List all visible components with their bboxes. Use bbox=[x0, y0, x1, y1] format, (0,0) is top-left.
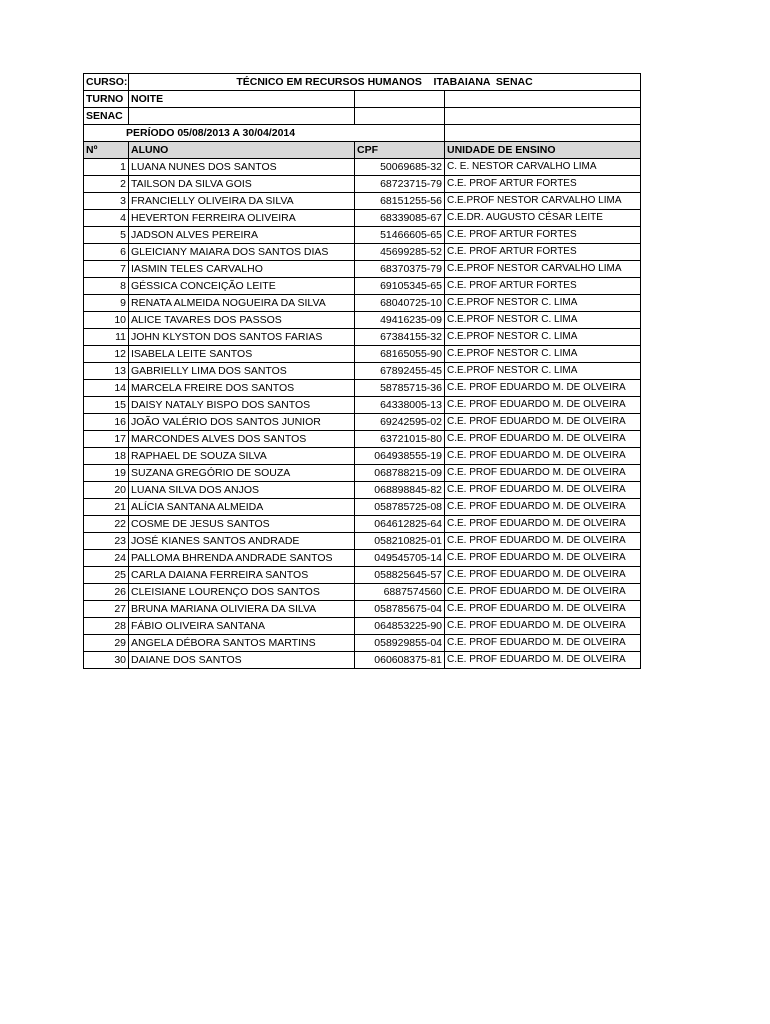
row-number: 24 bbox=[84, 550, 129, 567]
school-unit: C.E.PROF NESTOR C. LIMA bbox=[445, 346, 641, 363]
turno-label: TURNO bbox=[84, 91, 129, 108]
student-name: LUANA NUNES DOS SANTOS bbox=[129, 159, 355, 176]
school-unit: C.E.PROF NESTOR C. LIMA bbox=[445, 295, 641, 312]
student-cpf: 68339085-67 bbox=[355, 210, 445, 227]
student-name: FRANCIELLY OLIVEIRA DA SILVA bbox=[129, 193, 355, 210]
table-row bbox=[84, 533, 641, 550]
table-row bbox=[84, 584, 641, 601]
senac-row bbox=[84, 108, 641, 125]
student-name: RAPHAEL DE SOUZA SILVA bbox=[129, 448, 355, 465]
student-name: GÉSSICA CONCEIÇÃO LEITE bbox=[129, 278, 355, 295]
school-unit: C.E.PROF NESTOR C. LIMA bbox=[445, 312, 641, 329]
row-number: 26 bbox=[84, 584, 129, 601]
col-header-aluno: ALUNO bbox=[129, 142, 355, 159]
row-number: 5 bbox=[84, 227, 129, 244]
table-row bbox=[84, 210, 641, 227]
school-unit: C.E. PROF EDUARDO M. DE OLVEIRA bbox=[445, 499, 641, 516]
row-number: 17 bbox=[84, 431, 129, 448]
school-unit: C.E. PROF EDUARDO M. DE OLVEIRA bbox=[445, 431, 641, 448]
table-row bbox=[84, 193, 641, 210]
school-unit: C.E. PROF ARTUR FORTES bbox=[445, 244, 641, 261]
student-name: JOHN KLYSTON DOS SANTOS FARIAS bbox=[129, 329, 355, 346]
student-cpf: 058929855-04 bbox=[355, 635, 445, 652]
col-header-unidade: UNIDADE DE ENSINO bbox=[445, 142, 641, 159]
school-unit: C.E. PROF EDUARDO M. DE OLVEIRA bbox=[445, 635, 641, 652]
student-cpf: 64338005-13 bbox=[355, 397, 445, 414]
col-header-cpf: CPF bbox=[355, 142, 445, 159]
table-row bbox=[84, 176, 641, 193]
row-number: 9 bbox=[84, 295, 129, 312]
school-unit: C.E. PROF EDUARDO M. DE OLVEIRA bbox=[445, 465, 641, 482]
col-header-num: Nº bbox=[84, 142, 129, 159]
row-number: 29 bbox=[84, 635, 129, 652]
school-unit: C.E.DR. AUGUSTO CÉSAR LEITE bbox=[445, 210, 641, 227]
student-name: ALÍCIA SANTANA ALMEIDA bbox=[129, 499, 355, 516]
student-cpf: 68723715-79 bbox=[355, 176, 445, 193]
student-name: GLEICIANY MAIARA DOS SANTOS DIAS bbox=[129, 244, 355, 261]
school-unit: C.E. PROF EDUARDO M. DE OLVEIRA bbox=[445, 652, 641, 669]
row-number: 3 bbox=[84, 193, 129, 210]
table-row bbox=[84, 465, 641, 482]
student-cpf: 51466605-65 bbox=[355, 227, 445, 244]
periodo-row bbox=[84, 125, 641, 142]
empty-cell bbox=[355, 108, 445, 125]
school-unit: C.E.PROF NESTOR C. LIMA bbox=[445, 329, 641, 346]
row-number: 25 bbox=[84, 567, 129, 584]
row-number: 19 bbox=[84, 465, 129, 482]
periodo-text bbox=[84, 125, 445, 142]
row-number: 11 bbox=[84, 329, 129, 346]
table-row bbox=[84, 652, 641, 669]
table-row bbox=[84, 499, 641, 516]
table-row bbox=[84, 227, 641, 244]
student-cpf: 064612825-64 bbox=[355, 516, 445, 533]
student-name: GABRIELLY LIMA DOS SANTOS bbox=[129, 363, 355, 380]
row-number: 6 bbox=[84, 244, 129, 261]
school-unit: C.E. PROF EDUARDO M. DE OLVEIRA bbox=[445, 567, 641, 584]
school-unit: C. E. NESTOR CARVALHO LIMA bbox=[445, 159, 641, 176]
student-cpf: 63721015-80 bbox=[355, 431, 445, 448]
student-cpf: 68151255-56 bbox=[355, 193, 445, 210]
student-name: PALLOMA BHRENDA ANDRADE SANTOS bbox=[129, 550, 355, 567]
row-number: 28 bbox=[84, 618, 129, 635]
student-name: JADSON ALVES PEREIRA bbox=[129, 227, 355, 244]
turno-value: NOITE bbox=[129, 91, 355, 108]
periodo-value: PERÍODO 05/08/2013 A 30/04/2014 bbox=[126, 127, 296, 139]
curso-label: CURSO: bbox=[84, 74, 129, 91]
student-cpf: 049545705-14 bbox=[355, 550, 445, 567]
student-cpf: 058785725-08 bbox=[355, 499, 445, 516]
empty-cell bbox=[445, 91, 641, 108]
curso-row bbox=[84, 74, 641, 91]
table-row bbox=[84, 414, 641, 431]
row-number: 4 bbox=[84, 210, 129, 227]
school-unit: C.E.PROF NESTOR CARVALHO LIMA bbox=[445, 193, 641, 210]
student-name: SUZANA GREGÓRIO DE SOUZA bbox=[129, 465, 355, 482]
student-name: JOSÉ KIANES SANTOS ANDRADE bbox=[129, 533, 355, 550]
table-row bbox=[84, 516, 641, 533]
student-cpf: 68370375-79 bbox=[355, 261, 445, 278]
table-row bbox=[84, 618, 641, 635]
school-unit: C.E. PROF EDUARDO M. DE OLVEIRA bbox=[445, 414, 641, 431]
student-name: CARLA DAIANA FERREIRA SANTOS bbox=[129, 567, 355, 584]
row-number: 21 bbox=[84, 499, 129, 516]
student-cpf: 58785715-36 bbox=[355, 380, 445, 397]
table-row bbox=[84, 346, 641, 363]
empty-cell bbox=[355, 91, 445, 108]
student-name: ANGELA DÉBORA SANTOS MARTINS bbox=[129, 635, 355, 652]
school-unit: C.E. PROF EDUARDO M. DE OLVEIRA bbox=[445, 448, 641, 465]
student-cpf: 45699285-52 bbox=[355, 244, 445, 261]
table-row bbox=[84, 482, 641, 499]
row-number: 12 bbox=[84, 346, 129, 363]
table-row bbox=[84, 261, 641, 278]
table-row bbox=[84, 601, 641, 618]
student-name: BRUNA MARIANA OLIVIERA DA SILVA bbox=[129, 601, 355, 618]
student-cpf: 69105345-65 bbox=[355, 278, 445, 295]
table-row bbox=[84, 159, 641, 176]
row-number: 8 bbox=[84, 278, 129, 295]
student-cpf: 68165055-90 bbox=[355, 346, 445, 363]
row-number: 13 bbox=[84, 363, 129, 380]
table-row bbox=[84, 431, 641, 448]
row-number: 15 bbox=[84, 397, 129, 414]
student-table bbox=[83, 73, 641, 669]
table-row bbox=[84, 380, 641, 397]
school-unit: C.E. PROF EDUARDO M. DE OLVEIRA bbox=[445, 397, 641, 414]
curso-value: TÉCNICO EM RECURSOS HUMANOS ITABAIANA SENAC bbox=[129, 74, 641, 91]
student-name: JOÃO VALÉRIO DOS SANTOS JUNIOR bbox=[129, 414, 355, 431]
student-cpf: 068788215-09 bbox=[355, 465, 445, 482]
student-name: RENATA ALMEIDA NOGUEIRA DA SILVA bbox=[129, 295, 355, 312]
table-row bbox=[84, 363, 641, 380]
student-cpf: 6887574560 bbox=[355, 584, 445, 601]
school-unit: C.E.PROF NESTOR CARVALHO LIMA bbox=[445, 261, 641, 278]
column-header-row bbox=[84, 142, 641, 159]
row-number: 16 bbox=[84, 414, 129, 431]
row-number: 1 bbox=[84, 159, 129, 176]
student-cpf: 67384155-32 bbox=[355, 329, 445, 346]
row-number: 30 bbox=[84, 652, 129, 669]
table-row bbox=[84, 635, 641, 652]
table-row bbox=[84, 329, 641, 346]
student-name: FÁBIO OLIVEIRA SANTANA bbox=[129, 618, 355, 635]
student-name: HEVERTON FERREIRA OLIVEIRA bbox=[129, 210, 355, 227]
student-name: DAISY NATALY BISPO DOS SANTOS bbox=[129, 397, 355, 414]
turno-row bbox=[84, 91, 641, 108]
empty-cell bbox=[445, 125, 641, 142]
row-number: 10 bbox=[84, 312, 129, 329]
table-row bbox=[84, 244, 641, 261]
row-number: 20 bbox=[84, 482, 129, 499]
table-row bbox=[84, 278, 641, 295]
student-cpf: 69242595-02 bbox=[355, 414, 445, 431]
school-unit: C.E. PROF EDUARDO M. DE OLVEIRA bbox=[445, 533, 641, 550]
student-cpf: 68040725-10 bbox=[355, 295, 445, 312]
student-name: TAILSON DA SILVA GOIS bbox=[129, 176, 355, 193]
table-row bbox=[84, 397, 641, 414]
table-row bbox=[84, 550, 641, 567]
student-cpf: 060608375-81 bbox=[355, 652, 445, 669]
student-name: IASMIN TELES CARVALHO bbox=[129, 261, 355, 278]
student-name: LUANA SILVA DOS ANJOS bbox=[129, 482, 355, 499]
student-cpf: 064853225-90 bbox=[355, 618, 445, 635]
student-name: ALICE TAVARES DOS PASSOS bbox=[129, 312, 355, 329]
row-number: 27 bbox=[84, 601, 129, 618]
school-unit: C.E. PROF ARTUR FORTES bbox=[445, 176, 641, 193]
row-number: 7 bbox=[84, 261, 129, 278]
table-row bbox=[84, 312, 641, 329]
student-cpf: 058825645-57 bbox=[355, 567, 445, 584]
school-unit: C.E. PROF EDUARDO M. DE OLVEIRA bbox=[445, 550, 641, 567]
student-cpf: 49416235-09 bbox=[355, 312, 445, 329]
row-number: 14 bbox=[84, 380, 129, 397]
senac-label: SENAC bbox=[84, 108, 129, 125]
row-number: 2 bbox=[84, 176, 129, 193]
student-name: DAIANE DOS SANTOS bbox=[129, 652, 355, 669]
student-name: CLEISIANE LOURENÇO DOS SANTOS bbox=[129, 584, 355, 601]
school-unit: C.E. PROF EDUARDO M. DE OLVEIRA bbox=[445, 584, 641, 601]
student-cpf: 058785675-04 bbox=[355, 601, 445, 618]
student-name: ISABELA LEITE SANTOS bbox=[129, 346, 355, 363]
row-number: 18 bbox=[84, 448, 129, 465]
school-unit: C.E. PROF ARTUR FORTES bbox=[445, 278, 641, 295]
student-list-sheet bbox=[83, 73, 641, 669]
student-cpf: 064938555-19 bbox=[355, 448, 445, 465]
school-unit: C.E. PROF EDUARDO M. DE OLVEIRA bbox=[445, 516, 641, 533]
row-number: 23 bbox=[84, 533, 129, 550]
school-unit: C.E. PROF ARTUR FORTES bbox=[445, 227, 641, 244]
student-name: MARCONDES ALVES DOS SANTOS bbox=[129, 431, 355, 448]
school-unit: C.E. PROF EDUARDO M. DE OLVEIRA bbox=[445, 482, 641, 499]
student-name: COSME DE JESUS SANTOS bbox=[129, 516, 355, 533]
table-row bbox=[84, 295, 641, 312]
student-name: MARCELA FREIRE DOS SANTOS bbox=[129, 380, 355, 397]
school-unit: C.E. PROF EDUARDO M. DE OLVEIRA bbox=[445, 380, 641, 397]
empty-cell bbox=[129, 108, 355, 125]
school-unit: C.E. PROF EDUARDO M. DE OLVEIRA bbox=[445, 618, 641, 635]
student-cpf: 068898845-82 bbox=[355, 482, 445, 499]
student-cpf: 50069685-32 bbox=[355, 159, 445, 176]
table-row bbox=[84, 448, 641, 465]
empty-cell bbox=[445, 108, 641, 125]
school-unit: C.E.PROF NESTOR C. LIMA bbox=[445, 363, 641, 380]
table-row bbox=[84, 567, 641, 584]
row-number: 22 bbox=[84, 516, 129, 533]
school-unit: C.E. PROF EDUARDO M. DE OLVEIRA bbox=[445, 601, 641, 618]
student-cpf: 058210825-01 bbox=[355, 533, 445, 550]
student-cpf: 67892455-45 bbox=[355, 363, 445, 380]
